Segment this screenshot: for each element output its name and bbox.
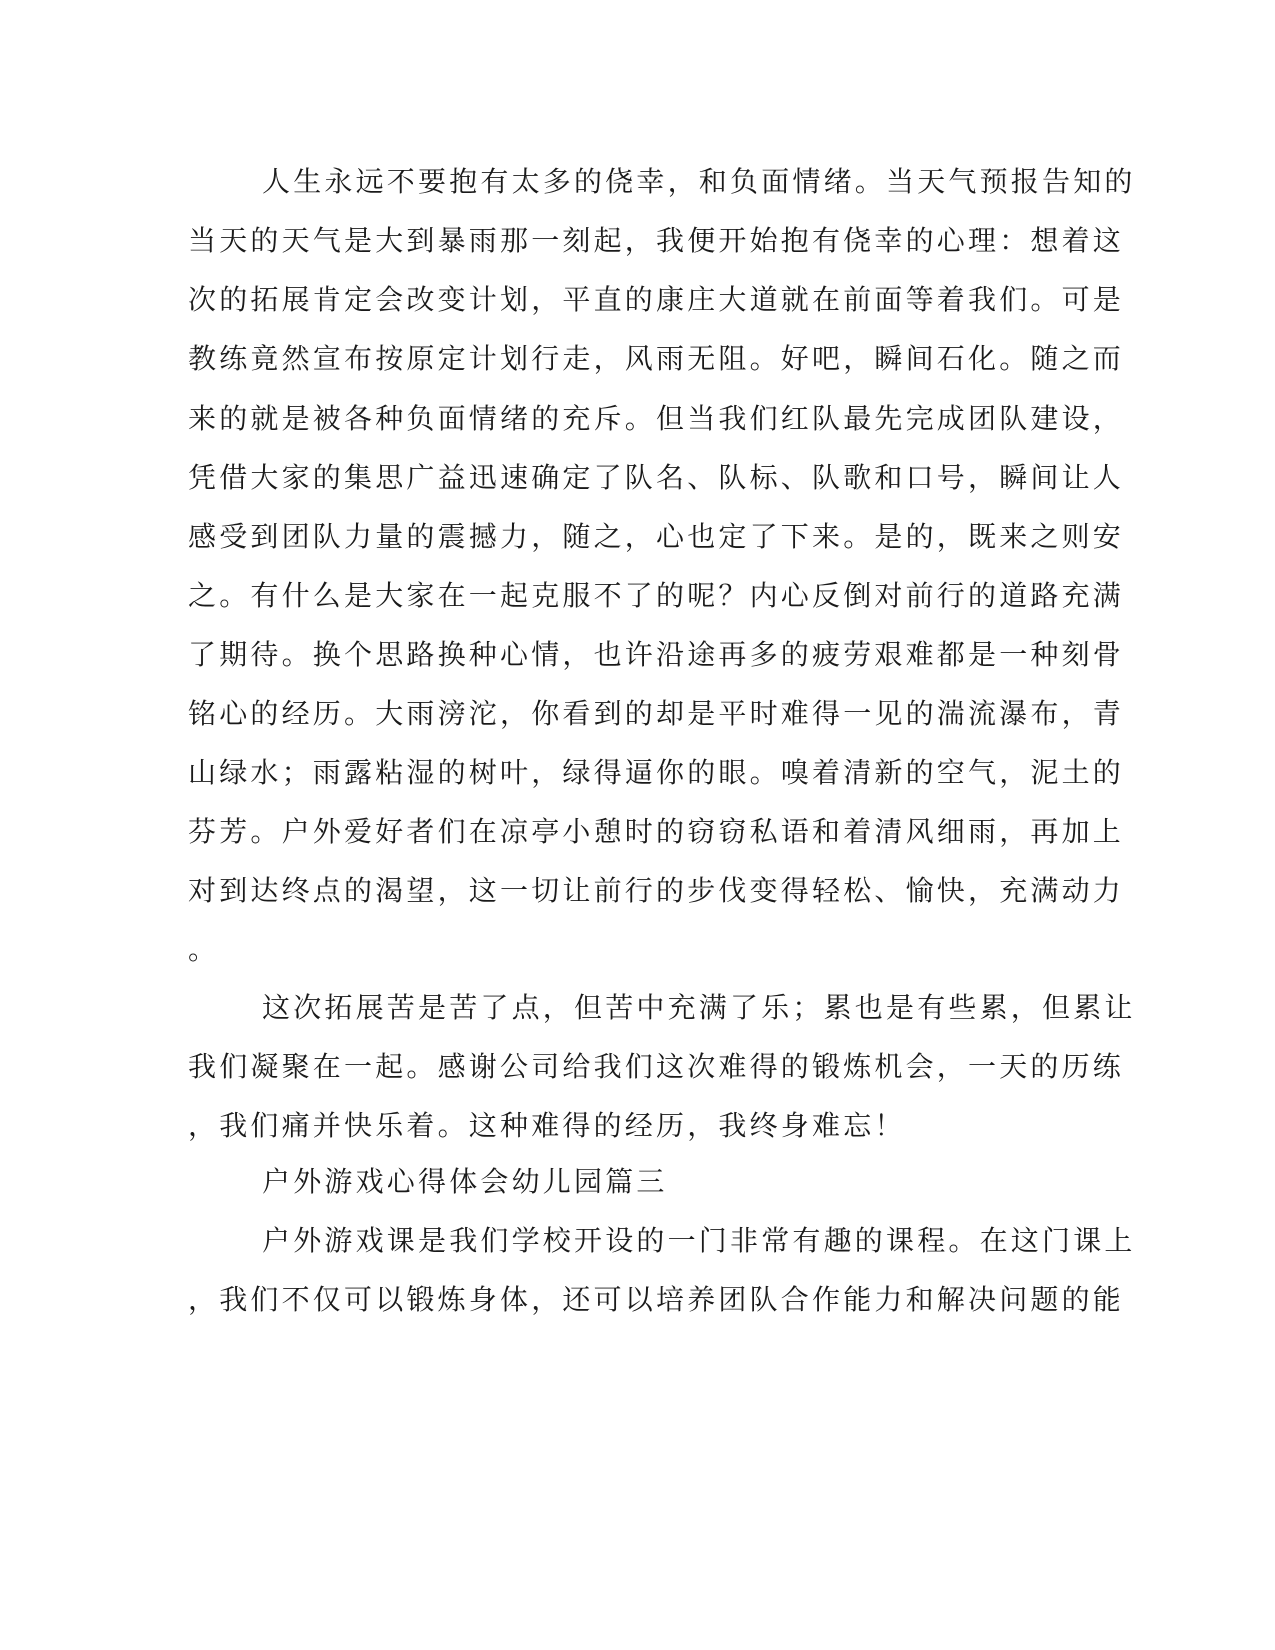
paragraph-1-line-8: 之。有什么是大家在一起克服不了的呢？内心反倒对前行的道路充满 bbox=[188, 579, 1125, 612]
paragraph-1-line-1: 人生永远不要抱有太多的侥幸，和负面情绪。当天气预报告知的 bbox=[262, 165, 1136, 198]
paragraph-1-line-10: 铭心的经历。大雨滂沱，你看到的却是平时难得一见的湍流瀑布，青 bbox=[188, 697, 1125, 730]
paragraph-1-line-3: 次的拓展肯定会改变计划，平直的康庄大道就在前面等着我们。可是 bbox=[188, 283, 1125, 316]
paragraph-2-line-2: 我们凝聚在一起。感谢公司给我们这次难得的锻炼机会，一天的历练 bbox=[188, 1050, 1125, 1083]
paragraph-1-line-14: 。 bbox=[188, 933, 220, 966]
paragraph-1-line-7: 感受到团队力量的震撼力，随之，心也定了下来。是的，既来之则安 bbox=[188, 520, 1125, 553]
section-heading: 户外游戏心得体会幼儿园篇三 bbox=[262, 1165, 668, 1198]
paragraph-1-line-11: 山绿水；雨露粘湿的树叶，绿得逼你的眼。嗅着清新的空气，泥土的 bbox=[188, 756, 1125, 789]
paragraph-2-line-1: 这次拓展苦是苦了点，但苦中充满了乐；累也是有些累，但累让 bbox=[262, 991, 1136, 1024]
paragraph-1-line-5: 来的就是被各种负面情绪的充斥。但当我们红队最先完成团队建设， bbox=[188, 402, 1125, 435]
paragraph-1-line-9: 了期待。换个思路换种心情，也许沿途再多的疲劳艰难都是一种刻骨 bbox=[188, 638, 1125, 671]
paragraph-3-line-1: 户外游戏课是我们学校开设的一门非常有趣的课程。在这门课上 bbox=[262, 1224, 1136, 1257]
paragraph-3-line-2: ，我们不仅可以锻炼身体，还可以培养团队合作能力和解决问题的能 bbox=[188, 1283, 1125, 1316]
paragraph-1-line-4: 教练竟然宣布按原定计划行走，风雨无阻。好吧，瞬间石化。随之而 bbox=[188, 342, 1125, 375]
paragraph-2-line-3: ，我们痛并快乐着。这种难得的经历，我终身难忘！ bbox=[188, 1109, 906, 1142]
paragraph-1-line-2: 当天的天气是大到暴雨那一刻起，我便开始抱有侥幸的心理：想着这 bbox=[188, 224, 1125, 257]
paragraph-1-line-12: 芬芳。户外爱好者们在凉亭小憩时的窃窃私语和着清风细雨，再加上 bbox=[188, 815, 1125, 848]
paragraph-1-line-6: 凭借大家的集思广益迅速确定了队名、队标、队歌和口号，瞬间让人 bbox=[188, 461, 1125, 494]
paragraph-1-line-13: 对到达终点的渴望，这一切让前行的步伐变得轻松、愉快，充满动力 bbox=[188, 874, 1125, 907]
